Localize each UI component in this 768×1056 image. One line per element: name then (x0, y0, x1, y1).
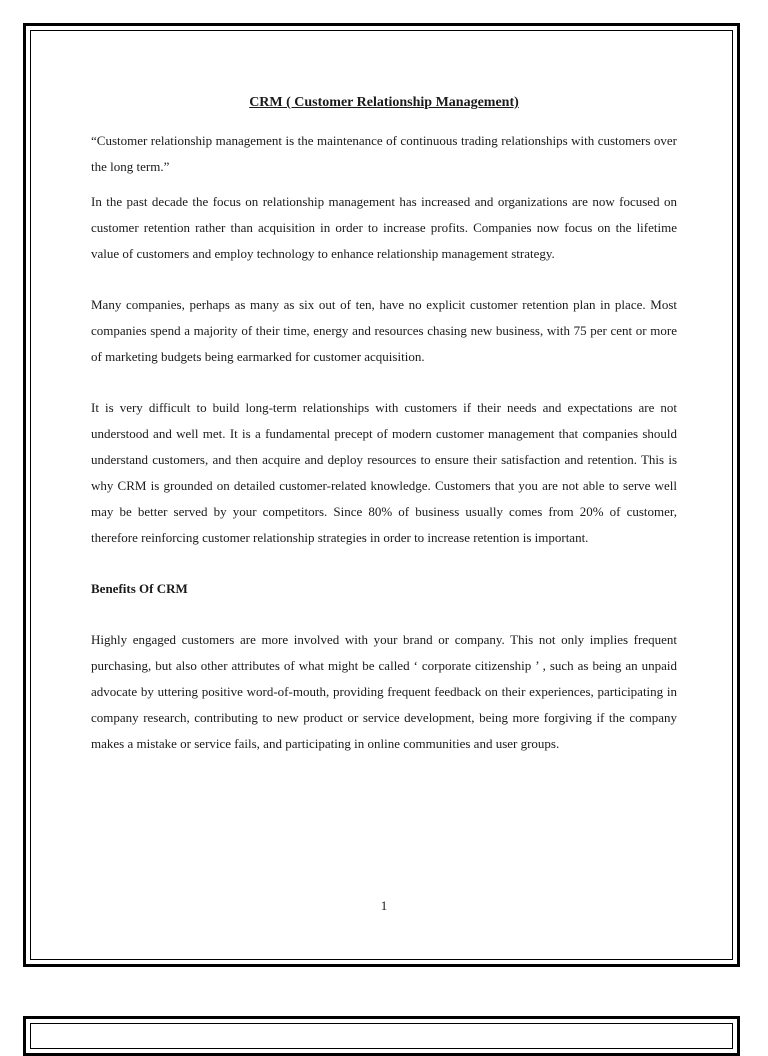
document-body (91, 90, 677, 757)
retention-plan-paragraph: Many companies, perhaps as many as six out of ten, have no explicit customer retention plan in place. Most companies spend a majority of their time, energy and resources chasing new business, with 75 per cent or more of marketing budgets being earmarked for customer acquisition. (91, 297, 677, 364)
next-page-border-inner (30, 1023, 733, 1049)
paragraph-spacer (91, 602, 677, 627)
page-number: 1 (380, 898, 388, 913)
quote-paragraph: “Customer relationship management is the maintenance of continuous trading relationships with customers over the long term.” (91, 133, 677, 174)
paragraph-spacer (91, 267, 677, 292)
long-term-relationships-paragraph: It is very difficult to build long-term relationships with customers if their needs and expectations are not understood and well met. It is a fundamental precept of modern customer management that companies should understand customers, and then acquire and deploy resources to ensure their satisfaction and retention. This is why CRM is grounded on detailed customer-related knowledge. Customers that you are not able to serve well may be better served by your competitors. Since 80% of business usually comes from 20% of customer, therefore reinforcing customer relationship strategies in order to increase retention is important. (91, 400, 677, 545)
section-heading: Benefits Of CRM (91, 581, 188, 596)
paragraph-spacer (91, 551, 677, 576)
focus-paragraph: In the past decade the focus on relationship management has increased and organizations are now focused on customer retention rather than acquisition in order to increase profits. Companies now focus on the lifetime value of customers and employ technology to enhance relationship management strategy. (91, 194, 677, 261)
paragraph-spacer (91, 180, 677, 189)
paragraph-spacer (91, 370, 677, 395)
next-page-border (23, 1016, 740, 1056)
document-title: CRM ( Customer Relationship Management) (249, 95, 519, 110)
benefits-paragraph: Highly engaged customers are more involved with your brand or company. This not only implies frequent purchasing, but also other attributes of what might be called ‘ corporate citizenship ’ , such as being an unpaid advocate by uttering positive word-of-mouth, providing frequent feedback on their experiences, participating in company research, contributing to new product or service development, being more forgiving if the company makes a mistake or service fails, and participating in online communities and user groups. (91, 632, 677, 751)
